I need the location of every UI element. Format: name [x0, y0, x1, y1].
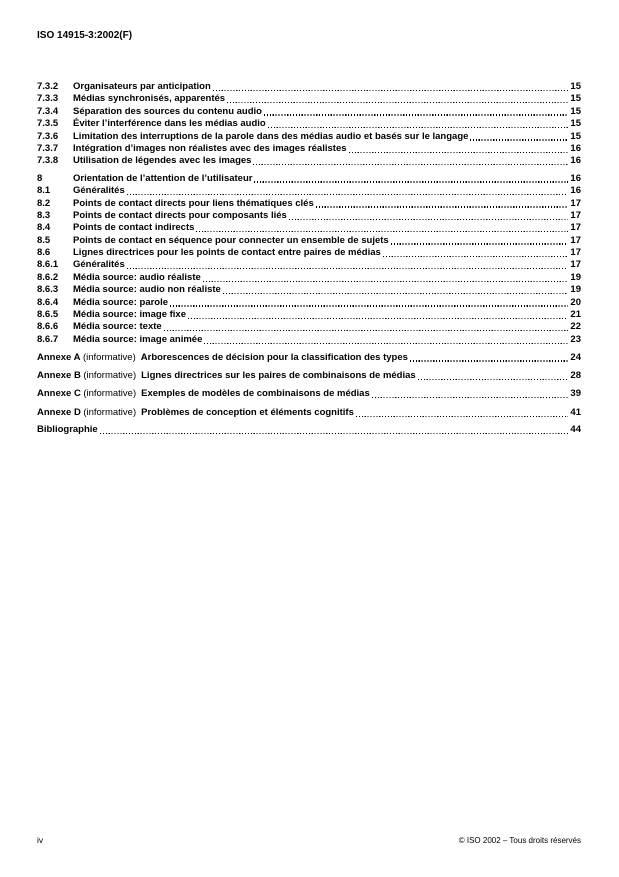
annexe-page-number: 28 [570, 370, 581, 382]
dot-leader [391, 243, 569, 244]
toc-entry-page: 17 [570, 234, 581, 246]
dot-leader [268, 127, 569, 128]
toc-entry [37, 321, 581, 333]
annexe-qualifier: (informative) [82, 351, 136, 363]
toc-entry [37, 155, 581, 167]
dot-leader [418, 379, 569, 380]
toc-entry-title: Média source: texte [73, 321, 162, 333]
dot-leader [383, 256, 569, 257]
annexe-qualifier: (informative) [83, 370, 137, 382]
dot-leader [100, 433, 569, 434]
dot-leader [470, 139, 568, 140]
toc-entry-title: Limitation des interruptions de la parole dans des médias audio et basés sur le langage [73, 130, 469, 142]
toc-entry-title: Média source: parole [73, 296, 169, 308]
toc-entry-number: 7.3.6 [37, 130, 59, 142]
toc-entry [37, 284, 581, 296]
toc-entry-number: 8.5 [37, 234, 51, 246]
toc-entry [37, 259, 581, 271]
toc-annexes [37, 352, 581, 420]
annexe-entry [37, 407, 581, 419]
toc-entry-page: 19 [570, 271, 581, 283]
toc-entry-number: 8.4 [37, 222, 51, 234]
toc-entry-number: 8.1 [37, 185, 51, 197]
toc-entry-title: Organisateurs par anticipation [73, 81, 211, 92]
footer-page-number: iv [37, 835, 44, 845]
toc-entry-title: Points de contact en séquence pour connecter un ensemble de sujets [73, 234, 389, 246]
toc-entry-page: 16 [570, 142, 581, 154]
toc-entry [37, 93, 581, 105]
toc-entry [37, 334, 581, 346]
toc-entry-page: 15 [570, 81, 581, 92]
toc-entry-title: Média source: image animée [73, 333, 203, 345]
toc-entry-title: Intégration d’images non réalistes avec des images réalistes [73, 142, 347, 154]
toc-group [37, 81, 581, 168]
dot-leader [164, 330, 569, 331]
toc-entry-title: Orientation de l’attention de l’utilisateur [73, 172, 253, 184]
toc-entry-page: 15 [570, 118, 581, 130]
toc-entry-number: 8.6.4 [37, 296, 59, 308]
dot-leader [127, 194, 569, 195]
dot-leader [127, 268, 569, 269]
toc-entry-title: Points de contact directs pour liens thématiques clés [73, 197, 314, 209]
toc-entry-number: 7.3.3 [37, 93, 59, 105]
annexe-label: Annexe B [37, 370, 81, 382]
footer-copyright-notice: © ISO 2002 – Tous droits réservés [458, 836, 581, 845]
annexe-page-number: 39 [570, 388, 581, 400]
toc-entry-page: 16 [570, 155, 581, 167]
toc-entry-number: 8.6 [37, 247, 51, 259]
annexe-title: Problèmes de conception et éléments cognitifs [141, 406, 354, 418]
annexe-label: Annexe D [37, 406, 81, 418]
toc-entry-title: Média source: audio réaliste [73, 271, 201, 283]
toc-entry-number: 7.3.8 [37, 155, 59, 167]
bibliography-title: Bibliographie [37, 424, 98, 436]
annexe-entry [37, 352, 581, 364]
toc-entry-number: 8.6.3 [37, 284, 59, 296]
annexe-label: Annexe A [37, 351, 81, 363]
toc-groups [37, 81, 581, 346]
toc-entry-number: 8.6.1 [37, 259, 59, 271]
annexe-title: Exemples de modèles de combinaisons de médias [141, 388, 370, 400]
dot-leader [204, 343, 568, 344]
dot-leader [410, 360, 569, 361]
toc-entry-title: Éviter l’interférence dans les médias audio [73, 118, 266, 130]
toc-entry [37, 210, 581, 222]
toc-entry-page: 17 [570, 222, 581, 234]
toc-entry-number: 8.6.2 [37, 271, 59, 283]
toc-entry [37, 235, 581, 247]
toc-entry [37, 81, 581, 93]
dot-leader [196, 231, 568, 232]
toc-entry [37, 247, 581, 259]
toc-entry-page: 23 [570, 333, 581, 345]
toc-entry-title: Média source: image fixe [73, 309, 186, 321]
toc-entry [37, 143, 581, 155]
toc-entry-number: 8.6.6 [37, 321, 59, 333]
toc-entry-number: 8 [37, 172, 43, 184]
running-header: ISO 14915-3:2002(F) [37, 30, 133, 41]
toc-entry [37, 131, 581, 143]
toc-entry-page: 17 [570, 197, 581, 209]
dot-leader [188, 318, 568, 319]
toc-entry-page: 17 [570, 259, 581, 271]
toc-entry-number: 8.2 [37, 197, 51, 209]
dot-leader [227, 102, 568, 103]
toc-entry-title: Généralités [73, 185, 125, 197]
toc-entry-page: 17 [570, 209, 581, 221]
annexe-qualifier: (informative) [83, 388, 137, 400]
annexe-title: Lignes directrices sur les paires de combinaisons de médias [141, 370, 416, 382]
toc-entry [37, 198, 581, 210]
toc-entry-title: Séparation des sources du contenu audio [73, 105, 262, 117]
dot-leader [170, 305, 568, 306]
dot-leader [253, 164, 568, 165]
toc-entry [37, 272, 581, 284]
toc-entry-page: 21 [570, 309, 581, 321]
table-of-contents [37, 81, 581, 437]
toc-entry-number: 7.3.2 [37, 81, 59, 92]
toc-entry [37, 222, 581, 234]
toc-entry-title: Généralités [73, 259, 125, 271]
annexe-label: Annexe C [37, 388, 81, 400]
toc-entry-page: 15 [570, 105, 581, 117]
dot-leader [223, 293, 569, 294]
toc-entry-title: Points de contact directs pour composants liés [73, 209, 287, 221]
toc-entry-page: 19 [570, 284, 581, 296]
toc-entry-title: Médias synchronisés, apparentés [73, 93, 226, 105]
toc-entry-page: 15 [570, 93, 581, 105]
toc-entry-page: 16 [570, 185, 581, 197]
toc-entry-number: 8.6.5 [37, 309, 59, 321]
toc-entry-page: 15 [570, 130, 581, 142]
annexe-title: Arborescences de décision pour la classification des types [140, 351, 408, 363]
toc-entry-title: Utilisation de légendes avec les images [73, 155, 252, 167]
page-footer [37, 835, 581, 845]
annexe-entry [37, 388, 581, 400]
annexe-page-number: 41 [570, 406, 581, 418]
toc-group [37, 173, 581, 346]
bibliography-page-number: 44 [570, 424, 581, 436]
toc-entry-title: Lignes directrices pour les points de contact entre paires de médias [73, 247, 381, 259]
toc-entry [37, 309, 581, 321]
dot-leader [289, 219, 569, 220]
toc-entry-number: 8.6.7 [37, 333, 59, 345]
toc-entry [37, 106, 581, 118]
toc-entry [37, 297, 581, 309]
toc-entry-title: Média source: audio non réaliste [73, 284, 221, 296]
toc-entry-page: 17 [570, 247, 581, 259]
toc-entry-page: 20 [570, 296, 581, 308]
toc-entry-page: 22 [570, 321, 581, 333]
toc-entry [37, 118, 581, 130]
dot-leader [203, 281, 569, 282]
annexe-entry [37, 370, 581, 382]
dot-leader [349, 152, 569, 153]
toc-entry-number: 7.3.4 [37, 105, 59, 117]
toc-entry [37, 185, 581, 197]
toc-entry [37, 173, 581, 185]
annexe-page-number: 24 [570, 351, 581, 363]
toc-entry-number: 7.3.7 [37, 142, 59, 154]
dot-leader [264, 114, 568, 115]
toc-entry-number: 8.3 [37, 209, 51, 221]
dot-leader [213, 90, 569, 91]
toc-entry-title: Points de contact indirects [73, 222, 195, 234]
dot-leader [316, 206, 569, 207]
dot-leader [356, 416, 569, 417]
annexe-qualifier: (informative) [83, 406, 137, 418]
toc-entry-page: 16 [570, 172, 581, 184]
toc-entry-number: 7.3.5 [37, 118, 59, 130]
bibliography-entry [37, 424, 581, 436]
dot-leader [372, 397, 569, 398]
dot-leader [254, 181, 568, 182]
